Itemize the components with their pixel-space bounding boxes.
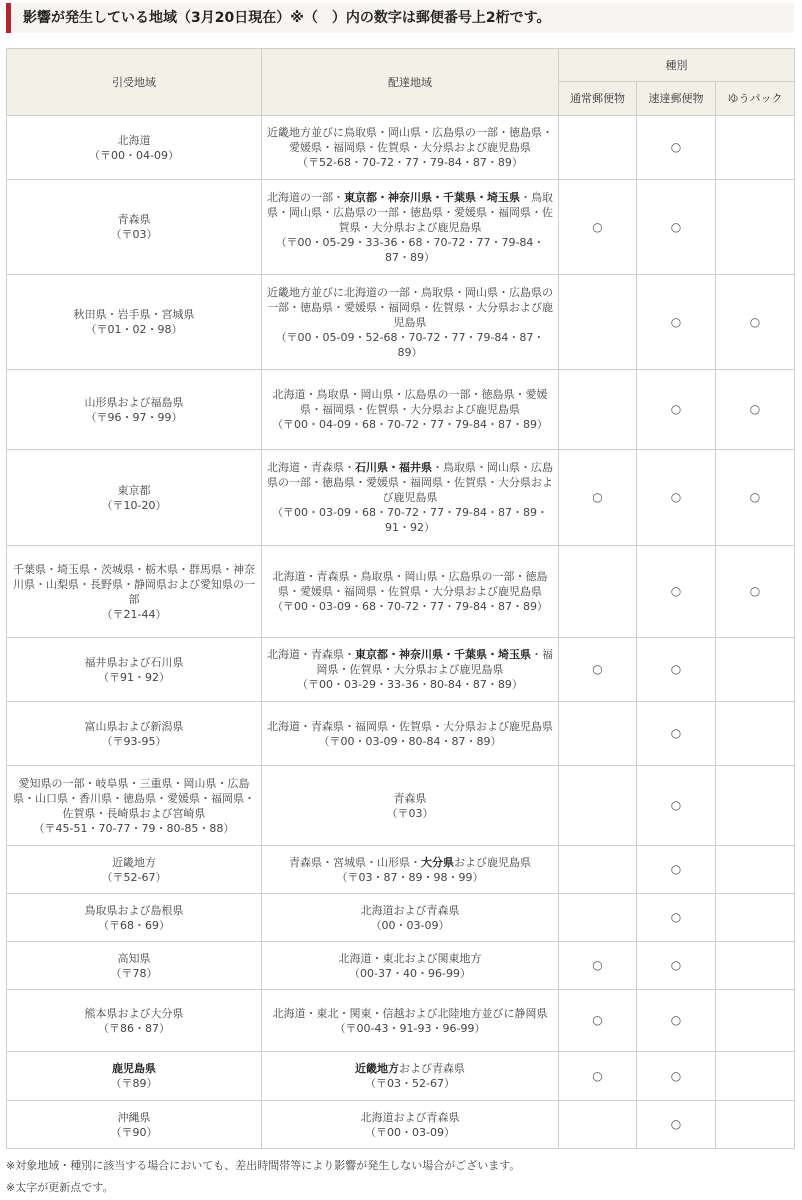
destination-cell: 青森県・宮城県・山形県・大分県および鹿児島県 （〒03・87・89・98・99） [262,846,559,894]
destination-cell: 近畿地方および青森県 （〒03・52-67） [262,1052,559,1101]
express-mail-cell: ○ [637,638,716,702]
destination-cell: 北海道・青森県・東京都・神奈川県・千葉県・埼玉県・福岡県・佐賀県・大分県および鹿児島県 （〒00・03-29・33-36・80-84・87・89） [262,638,559,702]
destination-cell: 北海道の一部・東京都・神奈川県・千葉県・埼玉県・鳥取県・岡山県・広島県の一部・徳島県・愛媛県・福岡県・佐賀県・大分県および鹿児島県 （〒00・05-29・33-36・68・70-72・77・79-84・87・89） [262,180,559,275]
origin-cell: 富山県および新潟県 （〒93-95） [7,702,262,766]
header-yupack: ゆうパック [716,82,795,116]
regular-mail-cell: ○ [559,942,637,990]
origin-cell: 福井県および石川県 （〒91・92） [7,638,262,702]
header-regular-mail: 通常郵便物 [559,82,637,116]
origin-cell: 青森県 （〒03） [7,180,262,275]
yupack-cell [716,1052,795,1101]
express-mail-cell: ○ [637,370,716,450]
origin-cell: 近畿地方 （〒52-67） [7,846,262,894]
express-mail-cell: ○ [637,275,716,370]
regular-mail-cell [559,116,637,180]
table-row [7,894,795,942]
origin-cell: 沖縄県 （〒90） [7,1101,262,1149]
destination-cell: 北海道および青森県 （00・03-09） [262,894,559,942]
destination-cell: 北海道・鳥取県・岡山県・広島県の一部・徳島県・愛媛県・福岡県・佐賀県・大分県および鹿児島県 （〒00・04-09・68・70-72・77・79-84・87・89） [262,370,559,450]
yupack-cell [716,942,795,990]
header-destination: 配達地域 [262,49,559,116]
origin-cell: 山形県および福島県 （〒96・97・99） [7,370,262,450]
regular-mail-cell [559,846,637,894]
yupack-cell [716,894,795,942]
origin-cell: 愛知県の一部・岐阜県・三重県・岡山県・広島県・山口県・香川県・徳島県・愛媛県・福岡県・佐賀県・長崎県および宮崎県 （〒45-51・70-77・79・80-85・88） [7,766,262,846]
yupack-cell: ○ [716,546,795,638]
regular-mail-cell [559,370,637,450]
header-type: 種別 [559,49,795,82]
regular-mail-cell: ○ [559,450,637,546]
express-mail-cell: ○ [637,180,716,275]
table-row [7,990,795,1052]
express-mail-cell: ○ [637,894,716,942]
destination-cell: 北海道・青森県・石川県・福井県・鳥取県・岡山県・広島県の一部・徳島県・愛媛県・福岡県・佐賀県・大分県および鹿児島県 （〒00・03-09・68・70-72・77・79-84・87・89・91・92） [262,450,559,546]
table-row [7,1052,795,1101]
express-mail-cell: ○ [637,116,716,180]
table-row [7,766,795,846]
regular-mail-cell [559,894,637,942]
destination-cell: 青森県 （〒03） [262,766,559,846]
regular-mail-cell: ○ [559,180,637,275]
origin-cell: 鹿児島県 （〒89） [7,1052,262,1101]
destination-cell: 北海道および青森県 （〒00・03-09） [262,1101,559,1149]
destination-cell: 北海道・東北・関東・信越および北陸地方並びに静岡県 （〒00-43・91-93・96-99） [262,990,559,1052]
express-mail-cell: ○ [637,702,716,766]
destination-cell: 北海道・青森県・福岡県・佐賀県・大分県および鹿児島県 （〒00・03-09・80-84・87・89） [262,702,559,766]
footnote-bold-update: ※太字が更新点です。 [6,1181,114,1194]
yupack-cell [716,638,795,702]
table-row [7,116,795,180]
affected-areas-table [6,48,795,1149]
express-mail-cell: ○ [637,942,716,990]
express-mail-cell: ○ [637,450,716,546]
regular-mail-cell: ○ [559,638,637,702]
destination-cell: 近畿地方並びに北海道の一部・鳥取県・岡山県・広島県の一部・徳島県・愛媛県・福岡県・佐賀県・大分県および鹿児島県 （〒00・05-09・52-68・70-72・77・79-84・87・89） [262,275,559,370]
table-row [7,450,795,546]
regular-mail-cell [559,1101,637,1149]
express-mail-cell: ○ [637,1052,716,1101]
regular-mail-cell: ○ [559,1052,637,1101]
table-row [7,702,795,766]
yupack-cell [716,116,795,180]
table-row [7,370,795,450]
regular-mail-cell [559,702,637,766]
section-heading: 影響が発生している地域（3月20日現在）※（ ）内の数字は郵便番号上2桁です。 [6,3,794,33]
yupack-cell [716,766,795,846]
yupack-cell [716,990,795,1052]
origin-cell: 熊本県および大分県 （〒86・87） [7,990,262,1052]
table-row [7,846,795,894]
regular-mail-cell [559,275,637,370]
regular-mail-cell [559,766,637,846]
yupack-cell [716,702,795,766]
origin-cell: 高知県 （〒78） [7,942,262,990]
destination-cell: 近畿地方並びに鳥取県・岡山県・広島県の一部・徳島県・愛媛県・福岡県・佐賀県・大分県および鹿児島県 （〒52-68・70-72・77・79-84・87・89） [262,116,559,180]
origin-cell: 北海道 （〒00・04-09） [7,116,262,180]
yupack-cell [716,180,795,275]
table-row [7,638,795,702]
express-mail-cell: ○ [637,990,716,1052]
origin-cell: 鳥取県および島根県 （〒68・69） [7,894,262,942]
yupack-cell [716,846,795,894]
regular-mail-cell: ○ [559,990,637,1052]
express-mail-cell: ○ [637,546,716,638]
footnote-exception: ※対象地域・種別に該当する場合においても、差出時間帯等により影響が発生しない場合がございます。 [6,1159,521,1172]
yupack-cell [716,1101,795,1149]
express-mail-cell: ○ [637,1101,716,1149]
regular-mail-cell [559,546,637,638]
table-row [7,1101,795,1149]
express-mail-cell: ○ [637,846,716,894]
origin-cell: 秋田県・岩手県・宮城県 （〒01・02・98） [7,275,262,370]
express-mail-cell: ○ [637,766,716,846]
header-express-mail: 速達郵便物 [637,82,716,116]
yupack-cell: ○ [716,450,795,546]
table-row [7,275,795,370]
table-row [7,546,795,638]
destination-cell: 北海道・青森県・鳥取県・岡山県・広島県の一部・徳島県・愛媛県・福岡県・佐賀県・大分県および鹿児島県 （〒00・03-09・68・70-72・77・79-84・87・89） [262,546,559,638]
table-row [7,942,795,990]
origin-cell: 千葉県・埼玉県・茨城県・栃木県・群馬県・神奈川県・山梨県・長野県・静岡県および愛知県の一部 （〒21-44） [7,546,262,638]
table-row [7,180,795,275]
destination-cell: 北海道・東北および関東地方 （00-37・40・96-99） [262,942,559,990]
yupack-cell: ○ [716,275,795,370]
header-origin: 引受地域 [7,49,262,116]
origin-cell: 東京都 （〒10-20） [7,450,262,546]
yupack-cell: ○ [716,370,795,450]
